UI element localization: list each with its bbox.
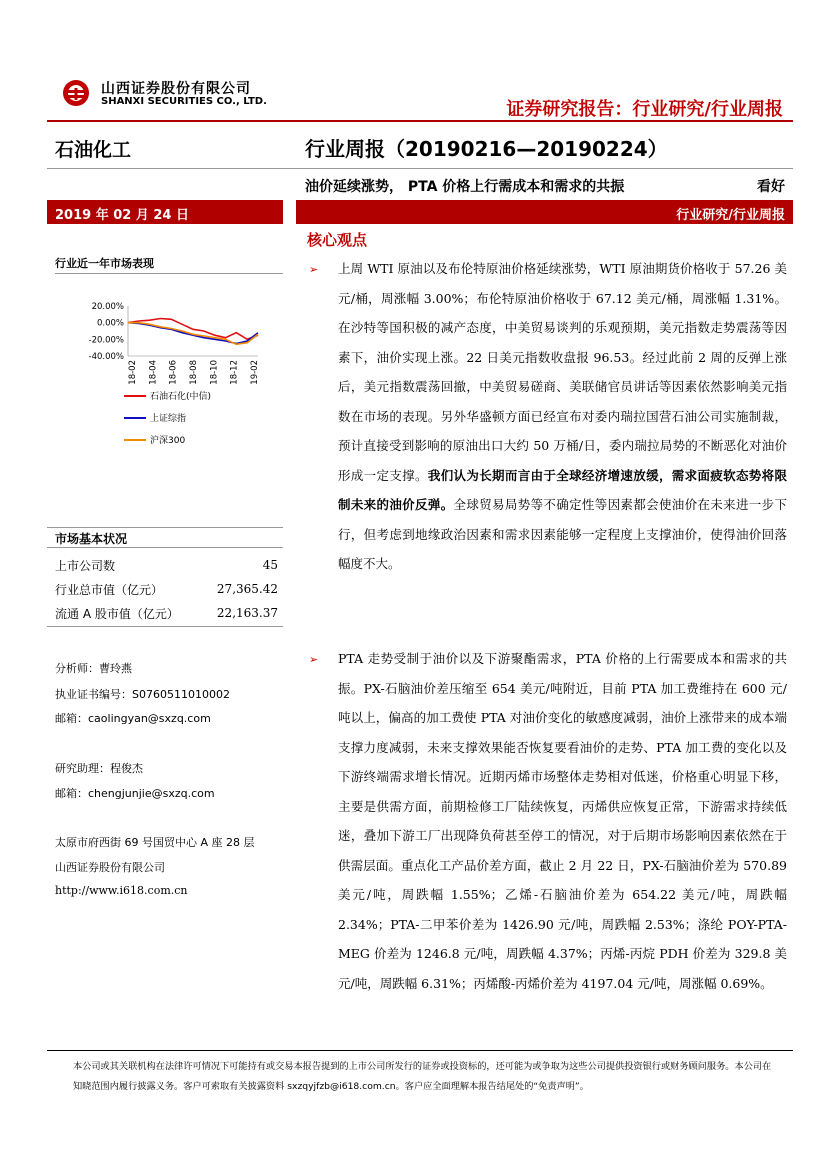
legend-label: 沪深300 [150,436,186,446]
address: 太原市府西街 69 号国贸中心 A 座 28 层 [55,836,255,849]
bullet-arrow-icon: ➢ [309,263,319,276]
disclaimer: 本公司或其关联机构在法律许可情况下可能持有或交易本报告提到的上市公司所发行的证券或投资标的，还可能为或争取为这些公司提供投资银行或财务顾问服务。本公司在知晓范围内履行披露义务。客户可索取有关披露资料 sxzqyjfzb@i618.com.cn。客户应全面理解本报告结尾处的“免责声明”。 [73,1061,772,1092]
paragraph-bold: 我们认为长期而言由于全球经济增速放缓，需求面疲软态势将限制未来的油价反弹。 [338,467,787,512]
headline: 油价延续涨势， PTA 价格上行需成本和需求的共振 [305,179,625,195]
report-category: 行业研究/行业周报 [296,200,793,224]
x-tick-label: 18-04 [148,360,159,385]
paragraph-oil [338,254,787,579]
assistant: 研究助理：程俊杰 [55,762,143,775]
y-tick-label: 0.00% [96,318,124,329]
report-type: 证券研究报告：行业研究/行业周报 [506,99,783,120]
paragraph-text: 上周 WTI 原油以及布伦特原油价格延续涨势，WTI 原油期货价格收于 57.26 美元/桶，周涨幅 3.00%；布伦特原油价格收于 67.12 美元/桶，周涨幅 1.31%。在沙特等国积极的减产态度，中美贸易谈判的乐观预期，美元指数走势震荡等因素下，油价实现上涨。22 日美元指数收盘报 96.53。经过此前 2 周的反弹上涨后，美元指数震荡回撤，中美贸易磋商、美联储官员讲话等因素依然影响美元指数在市场的表现。另外华盛顿方面已经宣布对委内瑞拉国营石油公司实施制裁，预计直接受到影响的原油出口大约 50 万桶/日，委内瑞拉局势的不断恶化对油价形成一定支撑。 [338,261,787,483]
rating: 看好 [757,179,785,195]
x-tick-label: 18-10 [209,360,220,385]
market-value: 27,365.42 [216,582,278,596]
y-tick-label: 20.00% [91,302,124,312]
x-tick-label: 18-08 [189,360,199,385]
x-tick-label: 18-02 [128,360,138,385]
company-name-en: SHANXI SECURITIES CO., LTD. [101,96,267,107]
market-label: 行业总市值（亿元） [55,582,164,597]
assistant-email[interactable]: 邮箱：chengjunjie@sxzq.com [55,787,215,800]
header-divider [47,120,793,122]
website-link[interactable]: http://www.i618.com.cn [55,884,188,897]
analyst-email[interactable]: 邮箱：caolingyan@sxzq.com [55,712,211,725]
title-divider [47,168,793,169]
market-label: 上市公司数 [55,558,116,573]
market-value: 22,163.37 [216,606,278,620]
market-value: 45 [262,558,278,572]
paragraph-pta: PTA 走势受制于油价以及下游聚酯需求，PTA 价格的上行需要成本和需求的共振。PX-石脑油价差压缩至 654 美元/吨附近，目前 PTA 加工费维持在 600 元/吨以上，偏高的加工费使 PTA 对油价变化的敏感度减弱，油价上涨带来的成本端支撑力度减弱，未来支撑效果能否恢复要看油价的走势、PTA 加工费的变化以及下游终端需求增长情况。近期丙烯市场整体走势相对低迷，价格重心明显下移，主要是供需方面，前期检修工厂陆续恢复，丙烯供应恢复正常，下游需求持续低迷，叠加下游工厂出现降负荷甚至停工的情况，对于后期市场影响因素依然在于供需层面。重点化工产品价差方面，截止 2 月 22 日，PX-石脑油价差为 570.89 美元/吨，周跌幅 1.55%；乙烯-石脑油价差为 654.22 美元/吨，周跌幅 2.34%；PTA-二甲苯价差为 1426.90 元/吨，周跌幅 2.53%；涤纶 POY-PTA-MEG 价差为 1246.8 元/吨，周跌幅 4.37%；丙烯-丙烷 PDH 价差为 329.8 美元/吨，周跌幅 6.31%；丙烯酸-丙烯价差为 4197.04 元/吨，周涨幅 0.69%。 [338,651,787,991]
table-row [55,601,278,625]
market-title: 市场基本状况 [55,532,128,546]
industry-name: 石油化工 [55,139,132,161]
company-name-cn: 山西证券股份有限公司 [101,81,251,97]
y-tick-label: -40.00% [88,352,124,362]
series-line [128,319,258,340]
company-name: 山西证券股份有限公司 [55,861,165,874]
analyst: 分析师：曹玲燕 [55,662,132,675]
perf-chart [70,290,270,450]
perf-divider [55,273,283,274]
table-row [55,577,278,601]
market-divider-top [47,527,283,528]
paragraph-text: 全球贸易局势等不确定性等因素都会使油价在未来进一步下行，但考虑到地缘政治因素和需求因素能够一定程度上支撑油价，使得油价回落幅度不大。 [338,497,787,571]
report-date: 2019 年 02 月 24 日 [47,200,283,224]
market-label: 流通 A 股市值（亿元） [55,606,179,621]
x-tick-label: 19-02 [250,360,260,385]
y-tick-label: -20.00% [88,335,124,346]
market-table [55,553,278,625]
market-divider [47,547,283,548]
core-view-title: 核心观点 [307,231,368,249]
cert-number: 执业证书编号：S0760511010002 [55,688,230,701]
market-divider-bottom [47,626,283,627]
legend-label: 石油石化(中信) [150,392,212,402]
company-logo [58,78,94,108]
x-tick-label: 18-12 [229,360,240,385]
footer-divider [47,1050,793,1051]
table-row [55,553,278,577]
legend-label: 上证综指 [150,414,187,424]
perf-chart-title: 行业近一年市场表现 [55,257,154,270]
report-title: 行业周报（20190216—20190224） [305,137,668,161]
x-tick-label: 18-06 [168,360,179,385]
bullet-arrow-icon: ➢ [309,653,319,666]
